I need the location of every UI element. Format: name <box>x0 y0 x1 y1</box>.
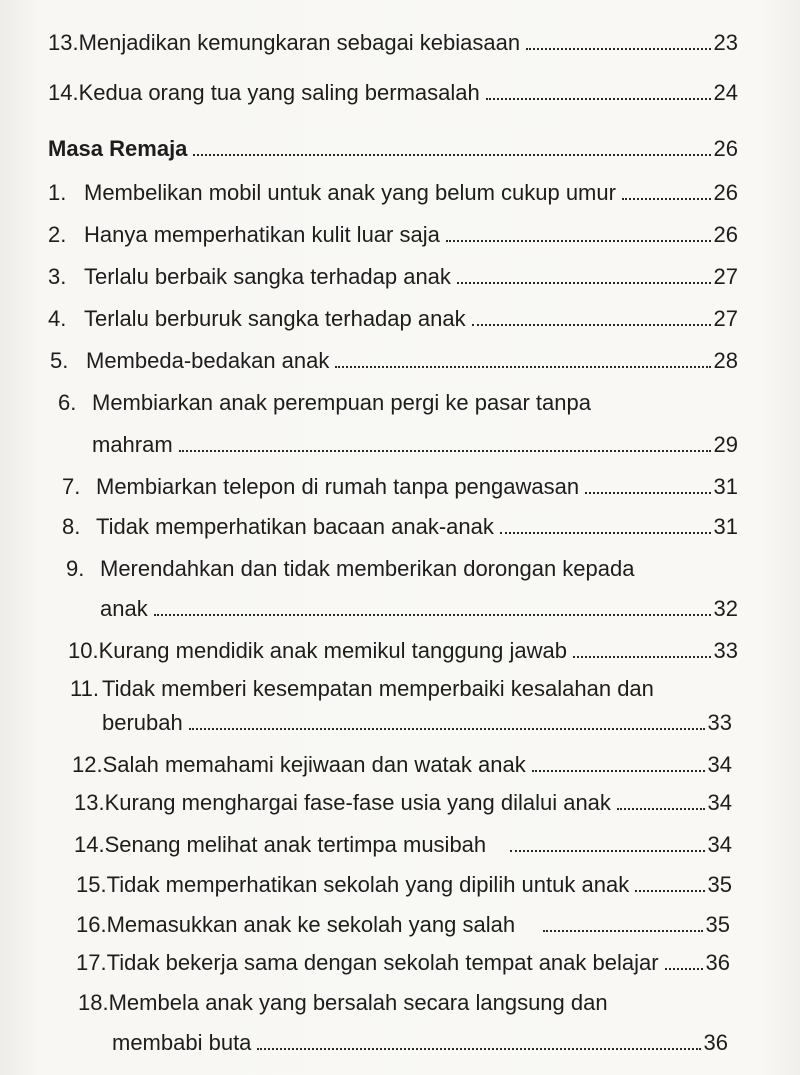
toc-entry-number: 14. <box>74 832 105 857</box>
toc-entry-page: 26 <box>713 222 738 247</box>
dot-leader <box>500 531 711 534</box>
dot-leader <box>510 849 704 852</box>
toc-entry <box>48 306 738 332</box>
toc-entry-number: 9. <box>66 556 85 581</box>
toc-entry-number: 14. <box>48 80 79 105</box>
toc-entry-title: Membelikan mobil untuk anak yang belum cukup umur <box>84 180 616 205</box>
toc-entry-title: Kurang menghargai fase-fase usia yang dilalui anak <box>104 790 611 815</box>
toc-entry <box>48 30 738 56</box>
toc-entry-page: 27 <box>713 306 738 331</box>
toc-entry <box>76 912 730 938</box>
toc-entry-page: 32 <box>713 596 738 621</box>
dot-leader <box>179 449 711 452</box>
toc-entry-title: Memasukkan anak ke sekolah yang salah <box>106 912 516 937</box>
toc-entry-title: Kurang mendidik anak memikul tanggung jawab <box>98 638 567 663</box>
toc-entry-title: Tidak memperhatikan bacaan anak-anak <box>96 514 494 539</box>
toc-entry-title: Senang melihat anak tertimpa musibah <box>104 832 487 857</box>
toc-entry <box>48 264 738 290</box>
toc-entry <box>48 180 738 206</box>
toc-entry-page: 26 <box>713 136 738 161</box>
toc-entry-page: 36 <box>703 1030 728 1055</box>
toc-entry-number: 11. <box>70 676 99 701</box>
toc-entry <box>72 752 732 778</box>
toc-entry-title: Tidak bekerja sama dengan sekolah tempat anak belajar <box>106 950 659 975</box>
dot-leader <box>193 153 710 156</box>
toc-entry-continuation <box>102 710 732 736</box>
dot-leader <box>617 807 705 810</box>
dot-leader <box>526 47 710 50</box>
toc-entry-page: 34 <box>707 752 732 777</box>
toc-entry <box>48 222 738 248</box>
toc-entry <box>70 676 738 702</box>
toc-entry-page: 34 <box>707 790 732 815</box>
toc-entry-page: 36 <box>705 950 730 975</box>
toc-entry-page: 26 <box>713 180 738 205</box>
toc-entry <box>76 950 730 976</box>
toc-entry-title: Kedua orang tua yang saling bermasalah <box>78 80 480 105</box>
toc-entry-page: 33 <box>707 710 732 735</box>
toc-section-heading <box>48 136 738 162</box>
toc-entry-title: Membiarkan telepon di rumah tanpa pengawasan <box>96 474 580 499</box>
dot-leader <box>573 655 711 658</box>
toc-entry <box>58 390 738 416</box>
toc-entry-number: 13. <box>48 30 79 55</box>
toc-entry-number: 15. <box>76 872 107 897</box>
dot-leader <box>335 365 710 368</box>
toc-entry-page: 34 <box>707 832 732 857</box>
toc-entry <box>48 80 738 106</box>
dot-leader <box>543 929 702 932</box>
toc-entry-title: Membiarkan anak perempuan pergi ke pasar tanpa <box>92 390 591 415</box>
toc-entry-title: Membela anak yang bersalah secara langsung dan <box>108 990 608 1015</box>
toc-entry-continuation <box>112 1030 728 1056</box>
toc-entry-page: 35 <box>707 872 732 897</box>
toc-entry-page: 35 <box>705 912 730 937</box>
toc-entry-number: 18. <box>78 990 109 1015</box>
dot-leader <box>622 197 711 200</box>
toc-entry-title-continued: anak <box>100 596 148 621</box>
toc-entry <box>78 990 728 1016</box>
toc-entry-number: 10. <box>68 638 99 663</box>
toc-entry-number: 17. <box>76 950 107 975</box>
toc-entry-page: 28 <box>713 348 738 373</box>
toc-entry-number: 6. <box>58 390 77 415</box>
toc-entry-number: 8. <box>62 514 81 539</box>
dot-leader <box>446 239 711 242</box>
toc-entry-number: 2. <box>48 222 67 247</box>
toc-entry-title: Tidak memberi kesempatan memperbaiki kesalahan dan <box>102 676 654 701</box>
toc-entry-title: Tidak memperhatikan sekolah yang dipilih untuk anak <box>106 872 630 897</box>
toc-entry-page: 23 <box>713 30 738 55</box>
toc-entry-continuation <box>92 432 738 458</box>
dot-leader <box>635 889 704 892</box>
section-title: Masa Remaja <box>48 136 188 161</box>
dot-leader <box>257 1047 700 1050</box>
toc-entry-page: 29 <box>713 432 738 457</box>
toc-entry <box>50 348 738 374</box>
toc-entry-title-continued: mahram <box>92 432 173 457</box>
toc-entry <box>76 872 732 898</box>
dot-leader <box>585 491 710 494</box>
toc-entry <box>62 514 738 540</box>
toc-entry-page: 33 <box>713 638 738 663</box>
toc-entry-page: 27 <box>713 264 738 289</box>
dot-leader <box>532 769 705 772</box>
toc-entry-continuation <box>100 596 738 622</box>
toc-entry-number: 4. <box>48 306 67 331</box>
toc-entry-title: Terlalu berbaik sangka terhadap anak <box>84 264 451 289</box>
toc-entry-number: 1. <box>48 180 67 205</box>
toc-entry <box>62 474 738 500</box>
toc-entry-number: 13. <box>74 790 105 815</box>
dot-leader <box>457 281 711 284</box>
toc-entry <box>68 638 738 664</box>
toc-entry-title: Salah memahami kejiwaan dan watak anak <box>102 752 526 777</box>
dot-leader <box>472 323 711 326</box>
toc-entry-title: Merendahkan dan tidak memberikan dorongan kepada <box>100 556 635 581</box>
toc-entry <box>74 832 732 858</box>
toc-entry-page: 31 <box>713 474 738 499</box>
toc-entry-number: 3. <box>48 264 67 289</box>
toc-entry <box>66 556 738 582</box>
toc-entry <box>74 790 732 816</box>
toc-entry-title: Hanya memperhatikan kulit luar saja <box>84 222 440 247</box>
dot-leader <box>665 967 703 970</box>
dot-leader <box>189 727 705 730</box>
toc-entry-title: Menjadikan kemungkaran sebagai kebiasaan <box>78 30 521 55</box>
toc-entry-number: 16. <box>76 912 107 937</box>
toc-entry-title: Membeda-bedakan anak <box>86 348 330 373</box>
dot-leader <box>154 613 711 616</box>
toc-entry-title-continued: berubah <box>102 710 183 735</box>
toc-entry-number: 7. <box>62 474 81 499</box>
toc-entry-page: 31 <box>713 514 738 539</box>
toc-entry-title-continued: membabi buta <box>112 1030 252 1055</box>
dot-leader <box>486 97 711 100</box>
toc-entry-title: Terlalu berburuk sangka terhadap anak <box>84 306 466 331</box>
toc-entry-number: 12. <box>72 752 103 777</box>
toc-entry-number: 5. <box>50 348 69 373</box>
toc-entry-page: 24 <box>713 80 738 105</box>
